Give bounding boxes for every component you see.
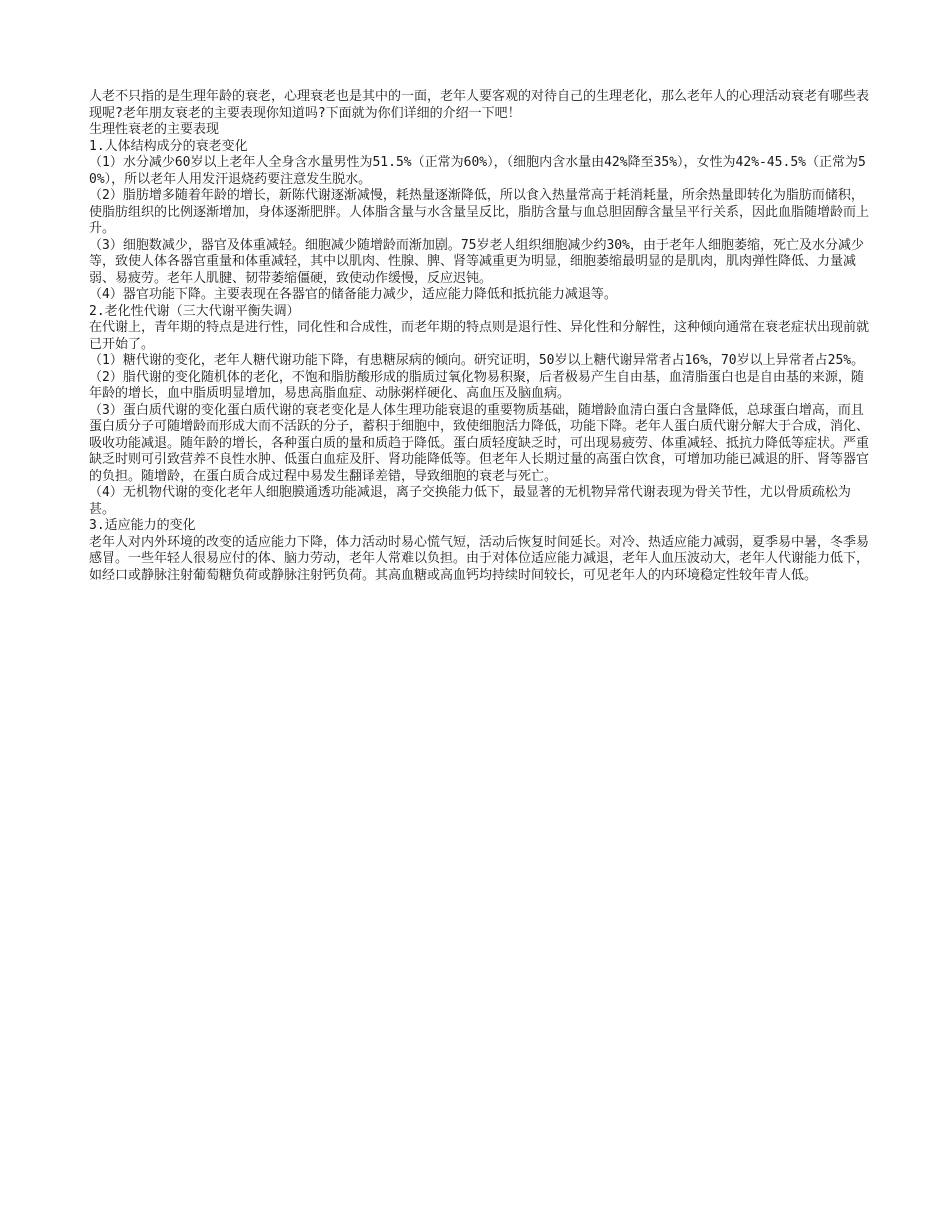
body-paragraph: （2）脂代谢的变化随机体的老化，不饱和脂肪酸形成的脂质过氧化物易积聚，后者极易产生自由基，血清脂蛋白也是自由基的来源，随年龄的增长，血中脂质明显增加，易患高脂血症、动脉粥样硬化、高血压及脑血病。 xyxy=(89,369,864,401)
body-paragraph: （4）器官功能下降。主要表现在各器官的储备能力减少，适应能力降低和抵抗能力减退等。 xyxy=(89,287,617,302)
body-paragraph: 在代谢上，青年期的特点是进行性，同化性和合成性，而老年期的特点则是退行性、异化性和分解性，这种倾向通常在衰老症状出现前就已开始了。 xyxy=(89,320,870,352)
body-paragraph: （4）无机物代谢的变化老年人细胞膜通透功能减退，离子交换能力低下，最显著的无机物异常代谢表现为骨关节性，尤以骨质疏松为甚。 xyxy=(89,485,851,517)
body-paragraph: 老年人对内外环境的改变的适应能力下降，体力活动时易心慌气短，活动后恢复时间延长。对冷、热适应能力减弱，夏季易中暑，冬季易感冒。一些年轻人很易应付的体、脑力劳动，老年人常难以负担。由于对体位适应能力减退，老年人血压波动大，老年人代谢能力低下，如经口或静脉注射葡萄糖负荷或静脉注射钙负荷。其高血糖或高血钙均持续时间较长，可见老年人的内环境稳定性较年青人低。 xyxy=(89,534,870,583)
body-paragraph: （3）蛋白质代谢的变化蛋白质代谢的衰老变化是人体生理功能衰退的重要物质基础，随增龄血清白蛋白含量降低，总球蛋白增高，而且蛋白质分子可随增龄而形成大而不活跃的分子，蓄积于细胞中，致使细胞活力降低，功能下降。老年人蛋白质代谢分解大于合成，消化、吸收功能减退。随年龄的增长，各种蛋白质的量和质趋于降低。蛋白质轻度缺乏时，可出现易疲劳、体重减轻、抵抗力降低等症状。严重缺乏时则可引致营养不良性水肿、低蛋白血症及肝、肾功能降低等。但老年人长期过量的高蛋白饮食，可增加功能已减退的肝、肾等器官的负担。随增龄，在蛋白质合成过程中易发生翻译差错，导致细胞的衰老与死亡。 xyxy=(89,402,870,484)
body-paragraph: （1）水分减少60岁以上老年人全身含水量男性为51.5%（正常为60%），（细胞内含水量由42%降至35%），女性为42%-45.5%（正常为50%），所以老年人用发汗退烧药要注意发生脱水。 xyxy=(89,155,866,187)
body-paragraph: （1）糖代谢的变化，老年人糖代谢功能下降，有患糖尿病的倾向。研究证明，50岁以上糖代谢异常者占16%，70岁以上异常者占25%。 xyxy=(89,353,865,368)
body-paragraph: （3）细胞数减少，器官及体重减轻。细胞减少随增龄而渐加剧。75岁老人组织细胞减少约30%，由于老年人细胞萎缩，死亡及水分减少等，致使人体各器官重量和体重减轻，其中以肌肉、性腺、脾、肾等减重更为明显，细胞萎缩最明显的是肌肉，肌肉弹性降低、力量减弱、易疲劳。老年人肌腱、韧带萎缩僵硬，致使动作缓慢，反应迟钝。 xyxy=(89,237,864,286)
subsection-heading: 1.人体结构成分的衰老变化 xyxy=(89,138,248,154)
document-body xyxy=(89,89,869,584)
subsection-heading: 3.适应能力的变化 xyxy=(89,518,196,533)
section-heading: 生理性衰老的主要表现 xyxy=(89,122,220,137)
intro-paragraph: 人老不只指的是生理年龄的衰老，心理衰老也是其中的一面，老年人要客观的对待自己的生理老化，那么老年人的心理活动衰老有哪些表现呢?老年朋友衰老的主要表现你知道吗?下面就为你们详细的介绍一下吧！ xyxy=(89,89,870,121)
subsection-heading: 2.老化性代谢（三大代谢平衡失调） xyxy=(89,303,300,319)
body-paragraph: （2）脂肪增多随着年龄的增长，新陈代谢逐渐减慢，耗热量逐渐降低，所以食入热量常高于耗消耗量，所余热量即转化为脂肪而储积，使脂肪组织的比例逐渐增加，身体逐渐肥胖。人体脂含量与水含量呈反比，脂肪含量与血总胆固醇含量呈平行关系，因此血脂随增龄而上升。 xyxy=(89,188,870,236)
